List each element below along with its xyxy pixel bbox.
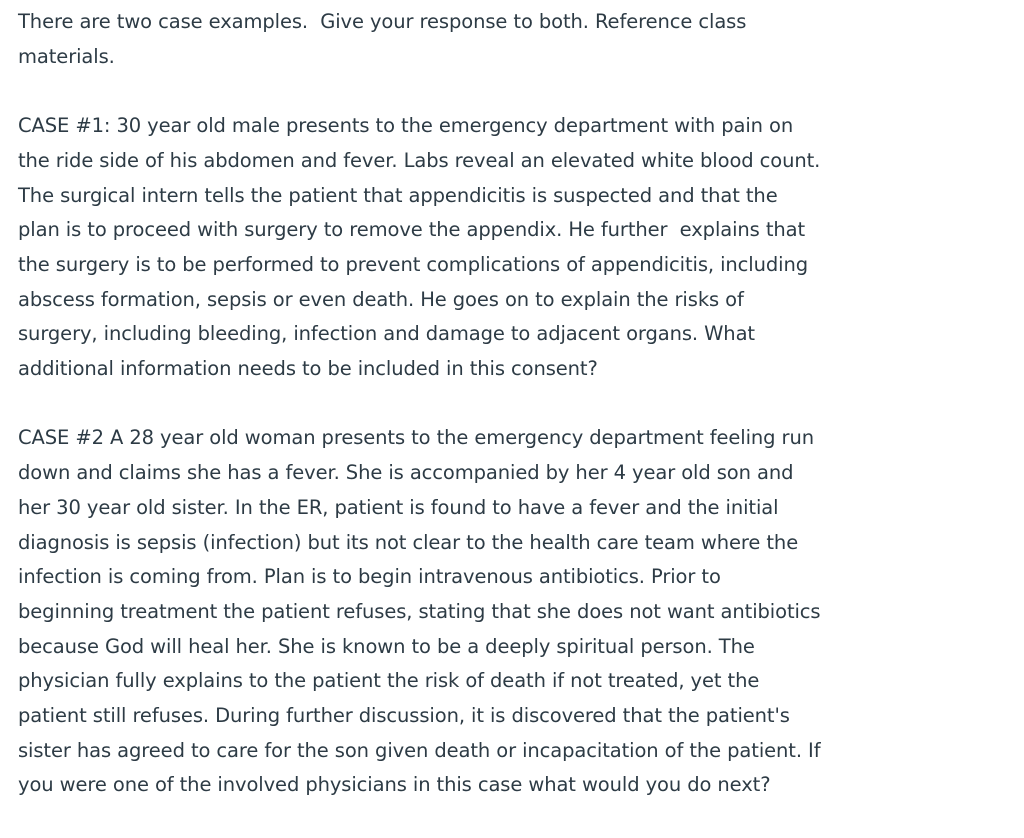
text-line: the surgery is to be performed to prevent complications of appendicitis, including (18, 252, 809, 276)
text-line: surgery, including bleeding, infection and damage to adjacent organs. What (18, 322, 755, 346)
text-line: There are two case examples. Give your response to both. Reference class (18, 10, 747, 33)
text-line: diagnosis is sepsis (infection) but its not clear to the health care team where the (18, 530, 799, 554)
text-line: because God will heal her. She is known to be a deeply spiritual person. The (18, 634, 755, 658)
instructions-paragraph (18, 5, 1008, 74)
text-line: abscess formation, sepsis or even death. He goes on to explain the risks of (18, 287, 744, 311)
text-line: patient still refuses. During further discussion, it is discovered that the patient's (18, 704, 790, 728)
text-line: CASE #1: 30 year old male presents to the emergency department with pain on (18, 114, 794, 138)
text-line: beginning treatment the patient refuses, stating that she does not want antibiotics (18, 599, 821, 623)
text-line: the ride side of his abdomen and fever. Labs reveal an elevated white blood count. (18, 148, 821, 172)
case-1-paragraph (18, 109, 1008, 387)
text-line: her 30 year old sister. In the ER, patient is found to have a fever and the initial (18, 495, 779, 519)
text-line: down and claims she has a fever. She is accompanied by her 4 year old son and (18, 461, 794, 485)
text-line: CASE #2 A 28 year old woman presents to the emergency department feeling run (18, 426, 814, 450)
case-2-paragraph (18, 421, 1008, 803)
text-line: sister has agreed to care for the son given death or incapacitation of the patient. If (18, 738, 821, 762)
text-line: you were one of the involved physicians in this case what would you do next? (18, 773, 771, 797)
text-line: materials. (18, 44, 115, 68)
text-line: The surgical intern tells the patient that appendicitis is suspected and that the (18, 183, 778, 207)
text-line: infection is coming from. Plan is to begin intravenous antibiotics. Prior to (18, 565, 721, 589)
document-body (18, 5, 1008, 838)
text-line: physician fully explains to the patient the risk of death if not treated, yet the (18, 669, 760, 693)
text-line: plan is to proceed with surgery to remove the appendix. He further explains that (18, 218, 806, 242)
text-line: additional information needs to be included in this consent? (18, 357, 598, 381)
